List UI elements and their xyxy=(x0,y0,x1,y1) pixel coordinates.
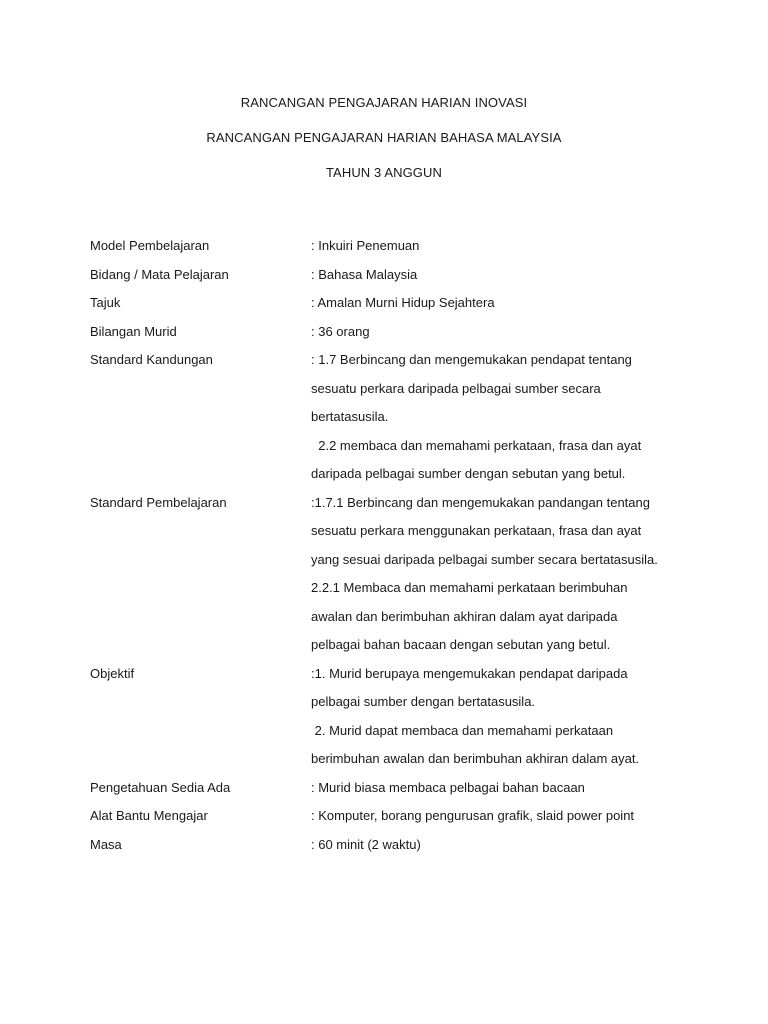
value-line: : Murid biasa membaca pelbagai bahan bacaan xyxy=(311,779,585,795)
value-line: : Bahasa Malaysia xyxy=(311,266,418,282)
field-label: Objektif xyxy=(90,665,135,681)
value-line: : 1.7 Berbincang dan mengemukakan pendapat tentang xyxy=(311,352,632,367)
value-line: : Inkuiri Penemuan xyxy=(311,238,420,253)
field-value xyxy=(311,802,710,831)
row-masa xyxy=(90,831,710,860)
row-standard-kandungan xyxy=(90,346,710,489)
value-line: :1.7.1 Berbincang dan mengemukakan pandangan tentang xyxy=(311,494,650,510)
field-label: Pengetahuan Sedia Ada xyxy=(90,779,231,795)
value-line: 2.2.1 Membaca dan memahami perkataan berimbuhan xyxy=(311,580,628,595)
value-line: sesuatu perkara daripada pelbagai sumber secara xyxy=(311,380,601,396)
field-value xyxy=(311,318,710,347)
field-label: Masa xyxy=(90,836,122,852)
class-title: TAHUN 3 ANGGUN xyxy=(325,165,442,180)
lesson-details xyxy=(90,232,710,859)
row-alat-bantu-mengajar xyxy=(90,802,710,831)
field-value xyxy=(311,831,710,860)
value-line: pelbagai bahan bacaan dengan sebutan yang betul. xyxy=(311,637,611,652)
field-value xyxy=(311,261,710,290)
field-value xyxy=(311,489,710,660)
field-label: Bilangan Murid xyxy=(90,323,177,339)
field-value xyxy=(311,232,710,261)
field-label: Standard Kandungan xyxy=(90,352,213,367)
field-label: Standard Pembelajaran xyxy=(90,494,227,510)
field-value xyxy=(311,660,710,774)
value-line: bertatasusila. xyxy=(311,409,389,424)
row-standard-pembelajaran xyxy=(90,489,710,660)
value-line: sesuatu perkara menggunakan perkataan, frasa dan ayat xyxy=(311,523,642,538)
value-line: 2.2 membaca dan memahami perkataan, frasa dan ayat xyxy=(311,437,642,453)
field-value xyxy=(311,346,710,489)
value-line: : 60 minit (2 waktu) xyxy=(311,836,421,852)
field-label: Bidang / Mata Pelajaran xyxy=(90,266,229,282)
field-value xyxy=(311,289,710,318)
value-line: awalan dan berimbuhan akhiran dalam ayat daripada xyxy=(311,608,618,624)
value-line: berimbuhan awalan dan berimbuhan akhiran dalam ayat. xyxy=(311,751,640,766)
row-tajuk xyxy=(90,289,710,318)
row-bidang-mata-pelajaran xyxy=(90,261,710,290)
field-label: Alat Bantu Mengajar xyxy=(90,808,208,823)
document-subtitle: RANCANGAN PENGAJARAN HARIAN BAHASA MALAYSIA xyxy=(206,130,562,145)
field-value xyxy=(311,774,710,803)
value-line: : Komputer, borang pengurusan grafik, slaid power point xyxy=(311,808,635,823)
field-label: Tajuk xyxy=(90,295,121,310)
value-line: : Amalan Murni Hidup Sejahtera xyxy=(311,295,495,310)
value-line: 2. Murid dapat membaca dan memahami perkataan xyxy=(311,722,614,738)
field-label: Model Pembelajaran xyxy=(90,238,210,253)
row-objektif xyxy=(90,660,710,774)
row-bilangan-murid xyxy=(90,318,710,347)
value-line: : 36 orang xyxy=(311,323,370,339)
value-line: yang sesuai daripada pelbagai sumber secara bertatasusila. xyxy=(311,551,658,567)
value-line: pelbagai sumber dengan bertatasusila. xyxy=(311,694,536,709)
value-line: :1. Murid berupaya mengemukakan pendapat daripada xyxy=(311,665,628,681)
row-model-pembelajaran xyxy=(90,232,710,261)
row-pengetahuan-sedia-ada xyxy=(90,774,710,803)
value-line: daripada pelbagai sumber dengan sebutan yang betul. xyxy=(311,466,626,481)
document-title: RANCANGAN PENGAJARAN HARIAN INOVASI xyxy=(240,95,528,110)
